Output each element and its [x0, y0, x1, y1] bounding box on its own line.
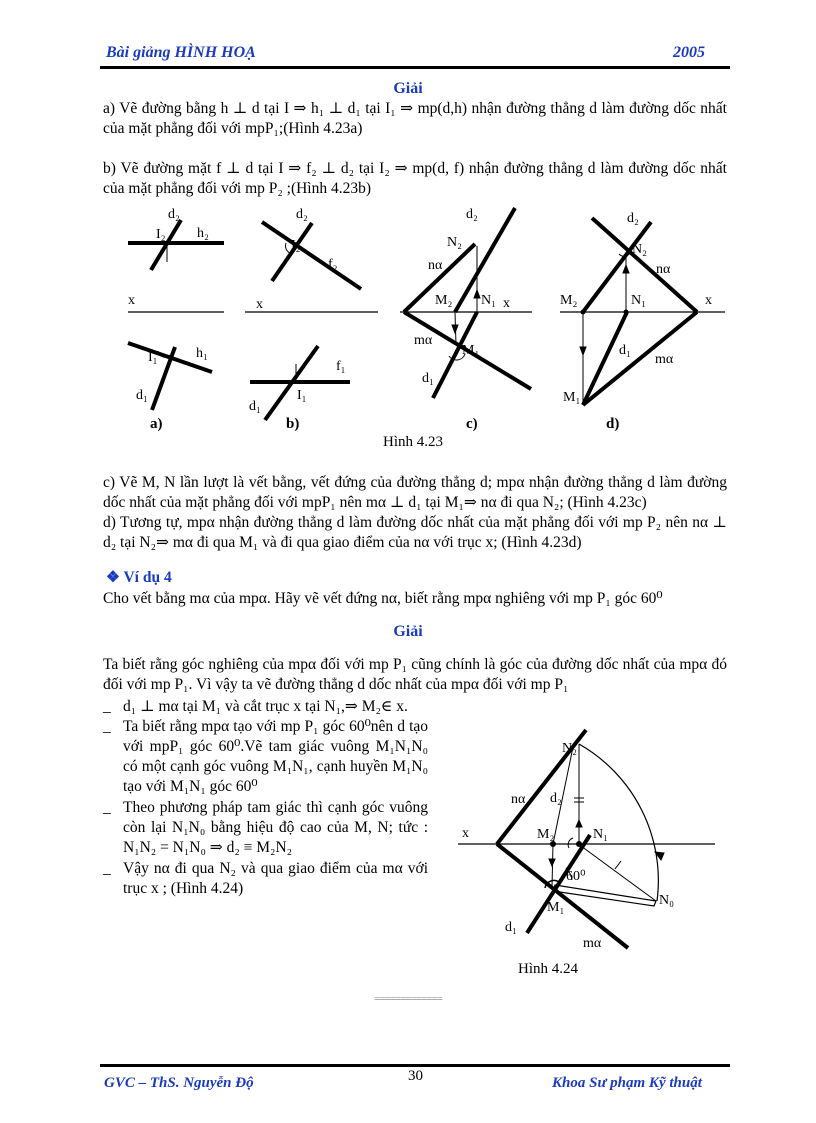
fig424-angle-label: 60⁰	[566, 869, 586, 884]
fig-4-24-caption: Hình 4.24	[518, 961, 578, 977]
example-text: Cho vết bằng mα của mpα. Hãy vẽ vết đứng nα, biết rằng mpα nghiêng với mp P₁ góc 60⁰	[103, 590, 663, 607]
fig-b-i2-label: I₂	[291, 238, 301, 253]
fig424-m2-label: M₂	[537, 827, 555, 842]
fig-c-na-label: nα	[428, 258, 443, 273]
fig-d-sublabel: d)	[606, 416, 620, 432]
fig-a-x-label: x	[128, 293, 135, 308]
fig424-n2-label: N₂	[562, 741, 577, 756]
fig424-d2-label: d₂	[550, 791, 562, 806]
fig-b-sublabel: b)	[286, 416, 300, 432]
fig-a-i2-label: I₂	[156, 227, 166, 242]
fig424-na-label: nα	[511, 792, 526, 807]
fig-b-d2-label: d₂	[296, 207, 308, 222]
solution-title-1: Giải	[393, 80, 423, 97]
fig-c-m1-label: M₁	[462, 343, 480, 358]
part-a-text: a) Vẽ đường bằng h ⊥ d tại I ⇒ h₁ ⊥ d₁ tại I₁ ⇒ mp(d,h) nhận đường thẳng d làm đường dốc nhất của mặt phẳng đối với mpP₁;(Hình 4.23a)	[103, 100, 727, 137]
footer-author: GVC – ThS. Nguyễn Độ	[104, 1075, 254, 1091]
fig-d-ma	[583, 312, 697, 405]
fig424-d1-label: d₁	[505, 920, 517, 935]
fig-b-f2	[262, 222, 361, 289]
fig-d-d1-label: d₁	[619, 343, 631, 358]
fig-a-sublabel: a)	[150, 416, 163, 432]
fig-b-f2-label: f₂	[328, 257, 338, 272]
intro-text: Ta biết rằng góc nghiêng của mpα đối với mp P₁ cũng chính là góc của đường dốc nhất của mpα đó đối với mp P₁. Vì vậy ta vẽ đường thẳng d dốc nhất của mpα đối với mp P₁	[103, 656, 727, 693]
fig424-n1-label: N₁	[593, 827, 608, 842]
fig424-ma-label: mα	[583, 936, 602, 951]
fig-d-n1-label: N₁	[631, 293, 646, 308]
fig-b-d1-label: d₁	[249, 399, 261, 414]
example-title: ❖ Ví dụ 4	[106, 569, 172, 586]
fig-c-d2-label: d₂	[466, 207, 478, 222]
fig-4-23-caption: Hình 4.23	[383, 434, 443, 450]
solution-title-2: Giải	[393, 623, 423, 640]
fig-d-ma-label: mα	[655, 352, 674, 367]
fig-b-x-label: x	[256, 297, 263, 312]
footer-rule	[100, 1064, 730, 1067]
fig-a-d1-label: d₁	[136, 388, 148, 403]
fig-c-m2-label: M₂	[435, 293, 453, 308]
fig-d-d2-label: d₂	[627, 211, 639, 226]
fig-b-f1-label: f₁	[336, 359, 346, 374]
fig-a-h1-label: h₁	[196, 346, 208, 361]
fig-c-n1-label: N₁	[481, 293, 496, 308]
fig-c-sublabel: c)	[466, 416, 478, 432]
fig-b-i1-label: I₁	[297, 388, 307, 403]
figure-4-24	[0, 700, 816, 990]
header-year: 2005	[673, 44, 705, 61]
step-3: _ Theo phương pháp tam giác thì cạnh góc vuông còn lại N₁N₀ bằng hiệu độ cao của M, N; tức : N₁N₂ = N₁N₀ ⇒ d₂ ≡ M₂N₂	[103, 799, 428, 856]
fig-a-d2-label: d₂	[168, 207, 180, 222]
fig-d-x-label: x	[705, 293, 712, 308]
footer-department: Khoa Sư phạm Kỹ thuật	[552, 1075, 702, 1091]
fig-a-h2-label: h₂	[197, 226, 209, 241]
fig-c-x-label: x	[503, 296, 510, 311]
fig424-n0-label: N₀	[659, 893, 674, 908]
step-4: _ Vậy nα đi qua N₂ và qua giao điểm của mα với trục x ; (Hình 4.24)	[103, 860, 428, 897]
page-number: 30	[408, 1068, 423, 1084]
fig-d-m2-label: M₂	[560, 293, 578, 308]
step-2: _ Ta biết rằng mpα tạo với mp P₁ góc 60⁰nên d tạo với mpP₁ góc 60⁰.Vẽ tam giác vuông M₁N₁N₀ có một cạnh góc vuông M₁N₁, cạnh huyền M₁N₀ tạo với M₁N₁ góc 60⁰	[103, 718, 428, 795]
part-b-text: b) Vẽ đường mặt f ⊥ d tại I ⇒ f₂ ⊥ d₂ tại I₂ ⇒ mp(d, f) nhận đường thẳng d làm đường dốc nhất của mặt phẳng đối với mp P₂ ;(Hình 4.23b)	[103, 160, 727, 197]
header-title: Bài giảng HÌNH HOẠ	[106, 44, 256, 61]
fig-d-m1-label: M₁	[563, 390, 581, 405]
part-d-text: d) Tương tự, mpα nhận đường thẳng d làm đường dốc nhất của mặt phẳng đối với mp P₂ nên nα ⊥ d₂ tại N₂⇒ mα đi qua M₁ và đi qua giao điểm của nα với trục x; (Hình 4.23d)	[103, 514, 727, 551]
fig-d-na-label: nα	[656, 262, 671, 277]
fig-c-n2-label: N₂	[447, 235, 462, 250]
header-rule	[100, 66, 730, 69]
fig424-m1-label: M₁	[547, 900, 565, 915]
fig-d-n2-label: N₂	[632, 242, 647, 257]
fig-c-d1-label: d₁	[422, 371, 434, 386]
fig-a-i1-label: I₁	[148, 350, 158, 365]
fig-d-d1	[583, 312, 627, 405]
fig424-x-label: x	[462, 826, 469, 841]
fig424-d1	[527, 835, 590, 933]
end-mark: =============	[374, 993, 442, 1005]
step-1: _ d₁ ⊥ mα tại M₁ và cắt trục x tại N₁,⇒ M₂∈ x.	[103, 698, 408, 715]
fig-c-ma-label: mα	[414, 333, 433, 348]
part-c-text: c) Vẽ M, N lần lượt là vết bằng, vết đứng của đường thẳng d; mpα nhận đường thẳng d làm đường dốc nhất của mặt phẳng đối với mpP₁ nên mα ⊥ d₁ tại M₁⇒ nα đi qua N₂; (Hình 4.23c)	[103, 474, 727, 511]
